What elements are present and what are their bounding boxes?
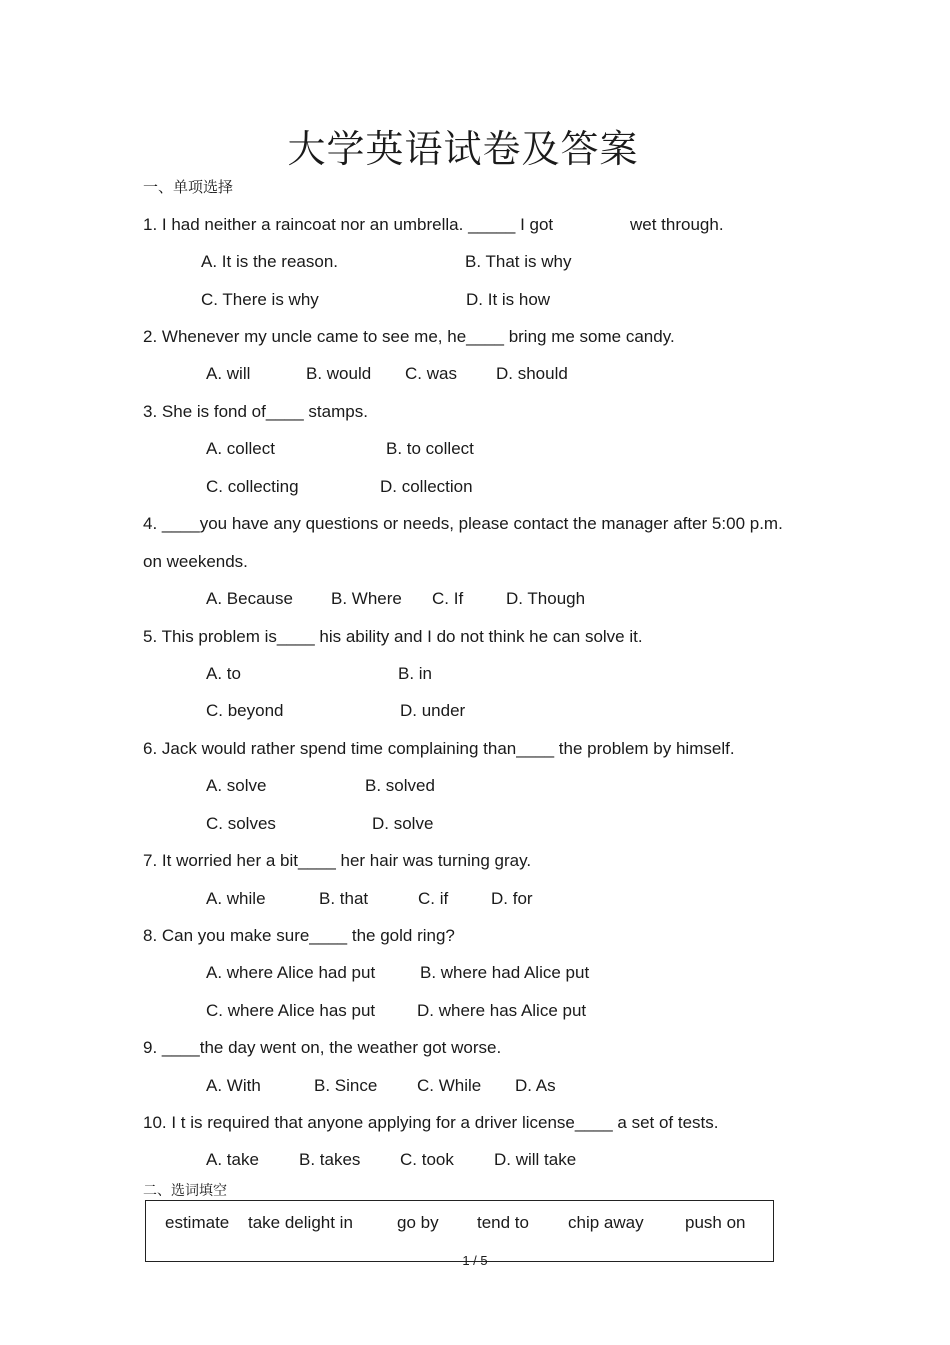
question-2-stem: 2. Whenever my uncle came to see me, he____ bring me some candy. bbox=[143, 327, 675, 346]
question-2-option-d: D. should bbox=[496, 364, 568, 383]
question-1-stem: 1. I had neither a raincoat nor an umbrella. _____ I got bbox=[143, 215, 554, 234]
question-4-stem-line2: on weekends. bbox=[143, 552, 248, 571]
question-2-option-c: C. was bbox=[405, 364, 457, 383]
question-7-option-b: B. that bbox=[319, 889, 369, 908]
word-bank-item: push on bbox=[685, 1213, 746, 1232]
question-3-option-b: B. to collect bbox=[386, 439, 474, 458]
question-2-option-b: B. would bbox=[306, 364, 372, 383]
question-1-option-b: B. That is why bbox=[465, 252, 572, 271]
question-10-option-d: D. will take bbox=[494, 1150, 577, 1169]
question-8-stem: 8. Can you make sure____ the gold ring? bbox=[143, 926, 455, 945]
question-9-option-d: D. As bbox=[515, 1076, 556, 1095]
question-1-option-a: A. It is the reason. bbox=[201, 252, 339, 271]
question-9-option-b: B. Since bbox=[314, 1076, 378, 1095]
question-1-option-c: C. There is why bbox=[201, 290, 319, 309]
section-heading-2: 二、选词填空 bbox=[143, 1183, 227, 1199]
question-6-stem: 6. Jack would rather spend time complaining than____ the problem by himself. bbox=[143, 739, 735, 758]
question-3-option-a: A. collect bbox=[206, 439, 275, 458]
question-1-stem-tail: wet through. bbox=[630, 215, 724, 234]
section-heading-1: 一、单项选择 bbox=[143, 178, 234, 196]
question-5-option-d: D. under bbox=[400, 701, 466, 720]
question-8-option-c: C. where Alice has put bbox=[206, 1001, 376, 1020]
question-9-option-a: A. With bbox=[206, 1076, 261, 1095]
question-8-option-b: B. where had Alice put bbox=[420, 963, 590, 982]
question-6-option-c: C. solves bbox=[206, 814, 276, 833]
question-8-option-a: A. where Alice had put bbox=[206, 963, 376, 982]
question-5-option-b: B. in bbox=[398, 664, 433, 683]
question-8-option-d: D. where has Alice put bbox=[417, 1001, 587, 1020]
question-5-option-a: A. to bbox=[206, 664, 241, 683]
question-4-option-a: A. Because bbox=[206, 589, 293, 608]
question-4-option-b: B. Where bbox=[331, 589, 402, 608]
word-bank-item: estimate bbox=[165, 1213, 230, 1232]
question-3-option-c: C. collecting bbox=[206, 477, 299, 496]
question-7-stem: 7. It worried her a bit____ her hair was turning gray. bbox=[143, 851, 532, 870]
question-10-stem: 10. I t is required that anyone applying for a driver license____ a set of tests. bbox=[143, 1113, 719, 1132]
question-1-option-d: D. It is how bbox=[466, 290, 551, 309]
question-10-option-b: B. takes bbox=[299, 1150, 361, 1169]
question-2-option-a: A. will bbox=[206, 364, 251, 383]
question-7-option-d: D. for bbox=[491, 889, 533, 908]
question-7-option-a: A. while bbox=[206, 889, 266, 908]
question-5-option-c: C. beyond bbox=[206, 701, 284, 720]
question-5-stem: 5. This problem is____ his ability and I do not think he can solve it. bbox=[143, 627, 643, 646]
page-title: 大学英语试卷及答案 bbox=[287, 127, 639, 171]
question-6-option-b: B. solved bbox=[365, 776, 435, 795]
question-3-option-d: D. collection bbox=[380, 477, 473, 496]
question-7-option-c: C. if bbox=[418, 889, 449, 908]
question-9-option-c: C. While bbox=[417, 1076, 482, 1095]
question-4-option-c: C. If bbox=[432, 589, 464, 608]
question-10-option-a: A. take bbox=[206, 1150, 259, 1169]
word-bank-item: take delight in bbox=[248, 1213, 353, 1232]
word-bank-item: chip away bbox=[568, 1213, 644, 1232]
question-9-stem: 9. ____the day went on, the weather got worse. bbox=[143, 1038, 502, 1057]
word-bank-item: tend to bbox=[477, 1213, 529, 1232]
question-6-option-d: D. solve bbox=[372, 814, 434, 833]
question-10-option-c: C. took bbox=[400, 1150, 454, 1169]
question-4-option-d: D. Though bbox=[506, 589, 586, 608]
page-number: 1 / 5 bbox=[462, 1253, 488, 1268]
word-bank-item: go by bbox=[397, 1213, 439, 1232]
question-4-stem: 4. ____you have any questions or needs, please contact the manager after 5:00 p.m. bbox=[143, 514, 783, 533]
question-6-option-a: A. solve bbox=[206, 776, 267, 795]
question-3-stem: 3. She is fond of____ stamps. bbox=[143, 402, 368, 421]
